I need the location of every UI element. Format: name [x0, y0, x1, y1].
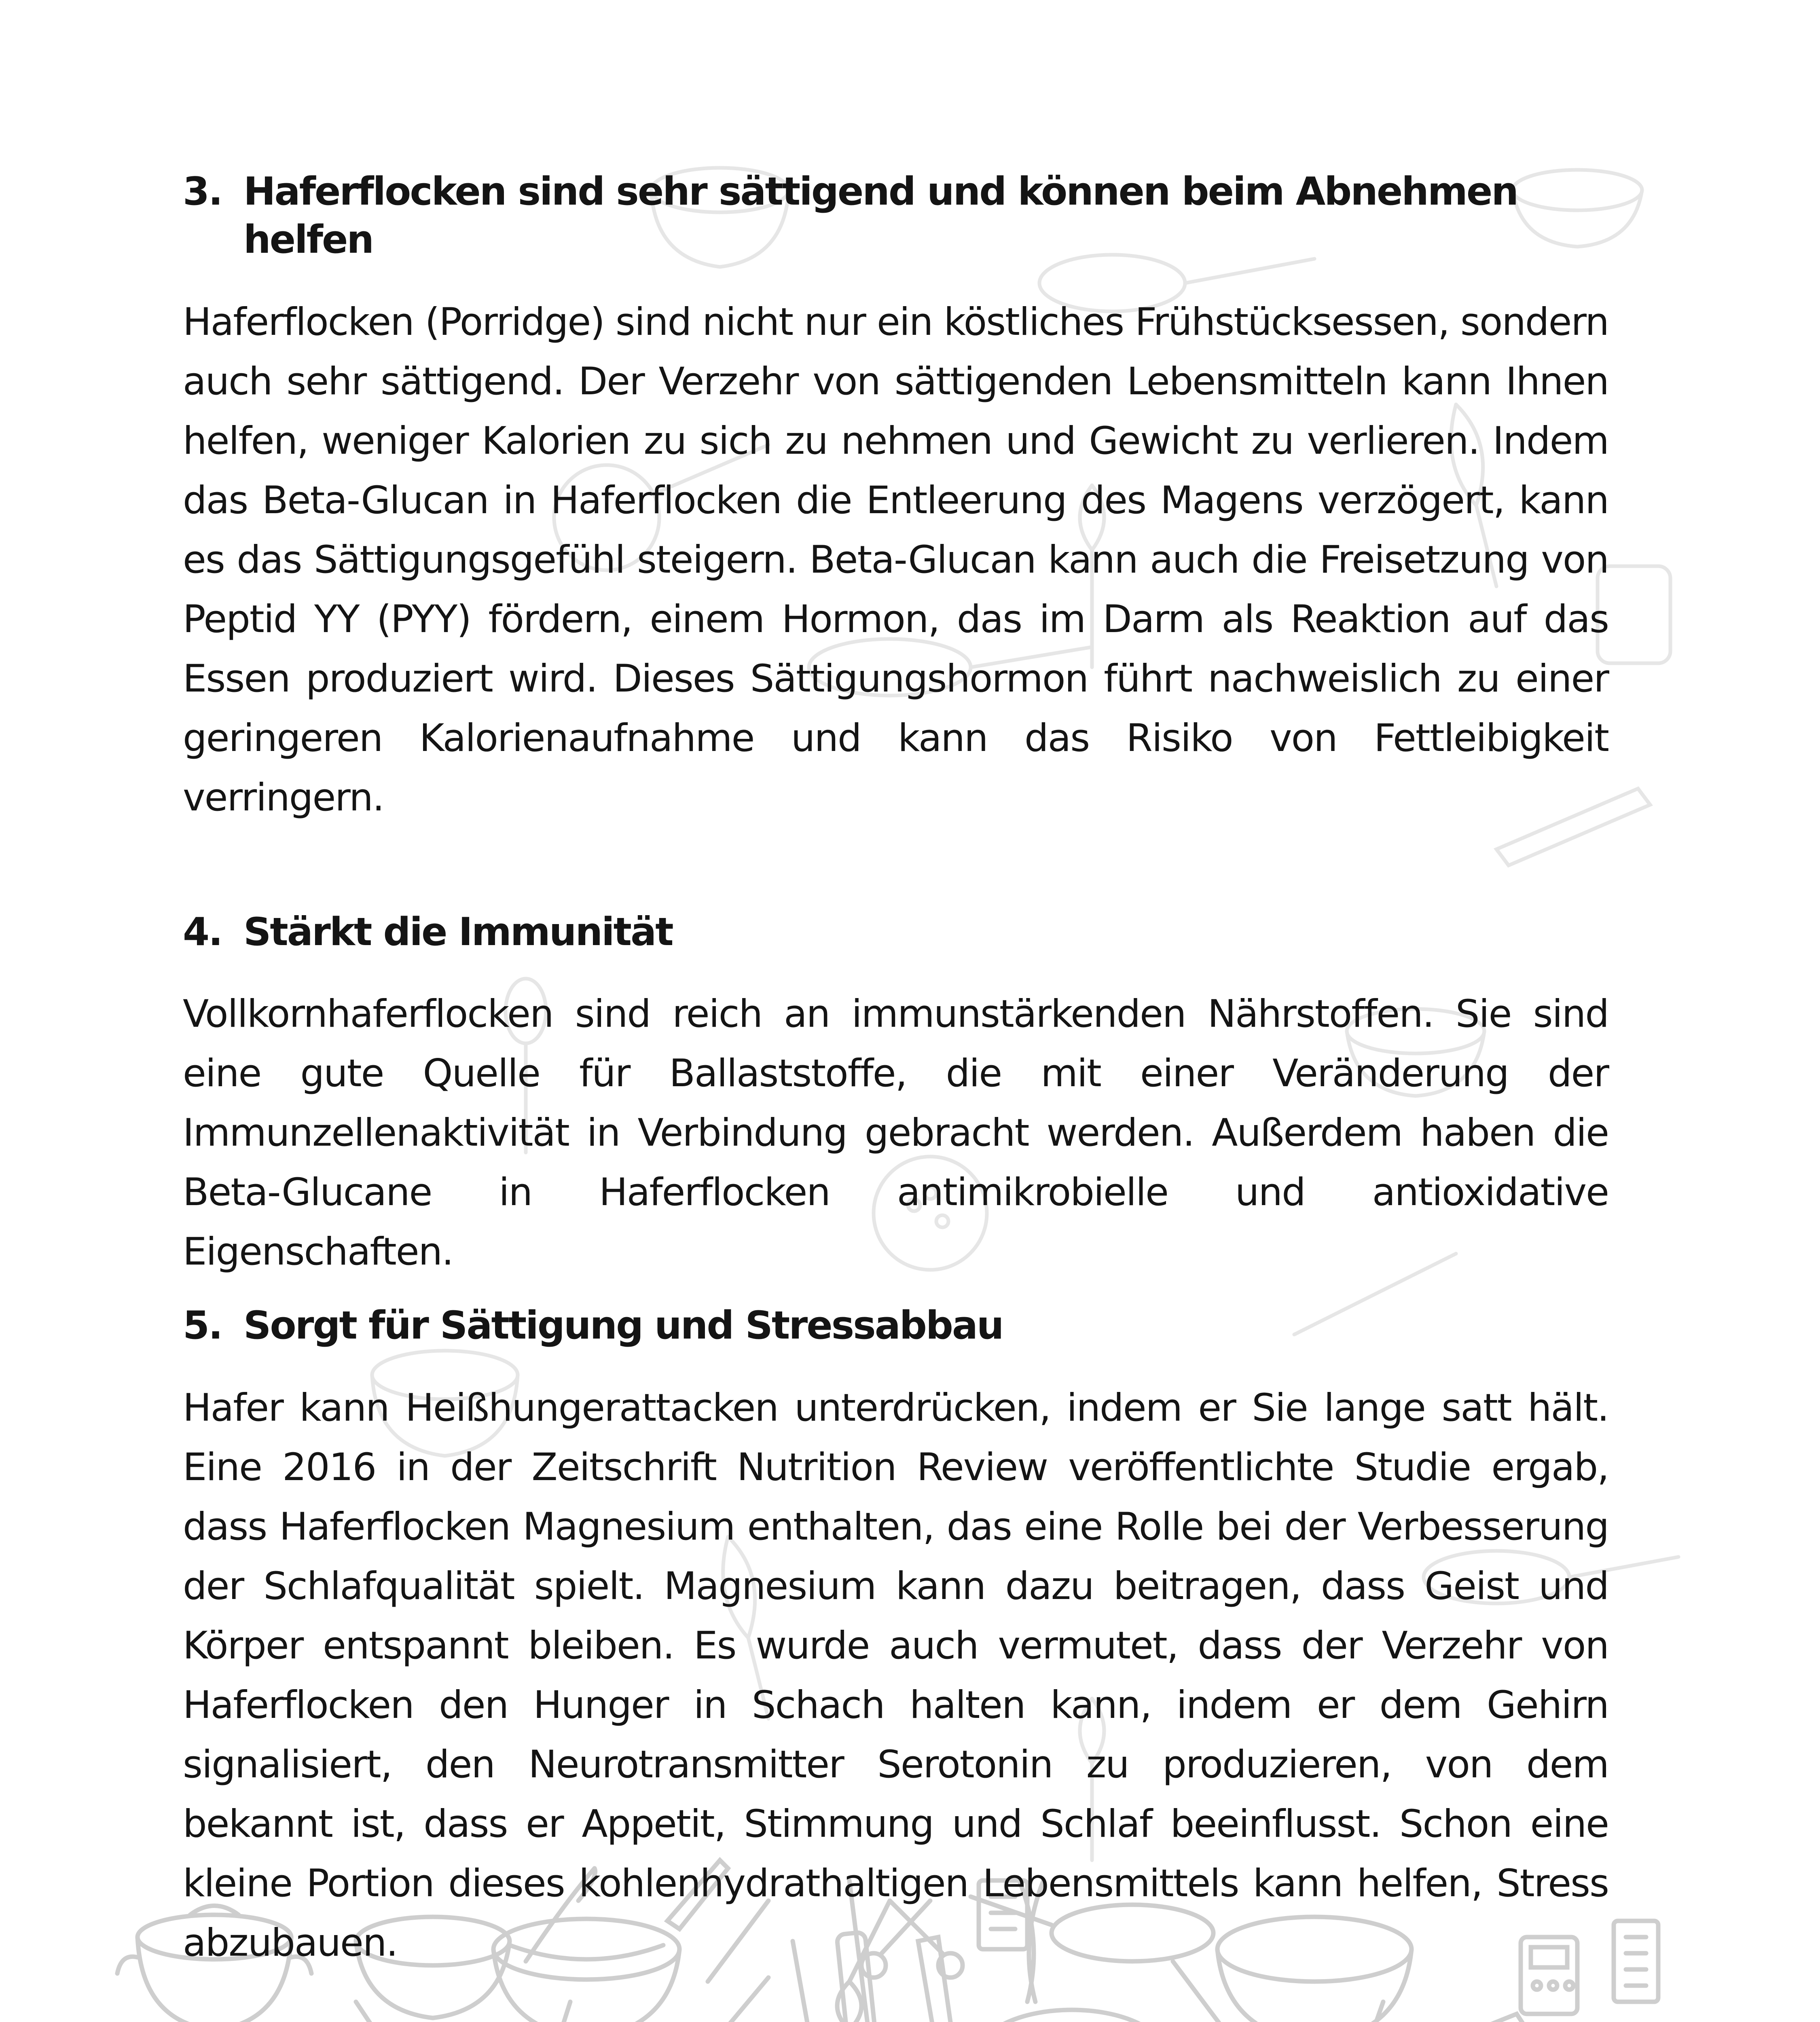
- ladle-icon: [1341, 2002, 1383, 2022]
- jar-icon: [1598, 566, 1670, 663]
- section-paragraph-5: Hafer kann Heißhungerattacken unterdrücken, indem er Sie lange satt hält. Eine 2016 in der Zeitschrift Nutrition Review veröffentlichte Studie ergab, dass Haferflocken Magnesium enthalten, das eine Rolle bei der Verbesserung der Schlafqualität spielt. Magnesium kann dazu beitragen, dass Geist und Körper entspannt bleiben. Es wurde auch vermutet, dass der Verzehr von Haferflocken den Hunger in Schach halten kann, indem er dem Gehirn signalisiert, den Neurotransmitter Serotonin zu produzieren, von dem bekannt ist, dass er Appetit, Stimmung und Schlaf beeinflusst. Schon eine kleine Portion dieses kohlenhydrathaltigen Lebensmittels kann helfen, Stress abzubauen.: [183, 1386, 1608, 1965]
- section-paragraph-4: Vollkornhaferflocken sind reich an immunstärkenden Nährstoffen. Sie sind eine gute Quelle für Ballaststoffe, die mit einer Veränderung der Immunzellenaktivität in Verbindung gebracht werden. Außerdem haben die Beta-Glucane in Haferflocken antimikrobielle und antioxidative Eigenschaften.: [183, 992, 1608, 1274]
- spatula-icon: [356, 2002, 456, 2022]
- section-paragraph-3: Haferflocken (Porridge) sind nicht nur ein köstliches Frühstücksessen, sondern auch sehr sättigend. Der Verzehr von sättigenden Lebensmitteln kann Ihnen helfen, weniger Kalorien zu sich zu nehmen und Gewicht zu verlieren. Indem das Beta-Glucan in Haferflocken die Entleerung des Magens verzögert, kann es das Sättigungsgefühl steigern. Beta-Glucan kann auch die Freisetzung von Peptid YY (PYY) fördern, einem Hormon, das im Darm als Reaktion auf das Essen produziert wird. Dieses Sättigungshormon führt nachweislich zu einer geringeren Kalorienaufnahme und kann das Risiko von Fettleibigkeit verringern.: [183, 300, 1608, 820]
- section-heading-5: [183, 1302, 1608, 1350]
- section-number: 5.: [183, 1303, 222, 1348]
- section-title: Stärkt die Immunität: [243, 909, 673, 954]
- section-title: Haferflocken sind sehr sättigend und können beim Abnehmen helfen: [243, 169, 1517, 262]
- cutting-board-icon: [1416, 2014, 1569, 2022]
- document-content: [183, 168, 1608, 1973]
- ladle-icon: [532, 2002, 570, 2022]
- section-heading-3: [183, 168, 1608, 264]
- spoon-icon: [694, 1978, 768, 2022]
- colander-icon: [979, 2010, 1165, 2022]
- section-heading-4: [183, 908, 1608, 956]
- section-number: 4.: [183, 909, 222, 954]
- section-number: 3.: [183, 169, 222, 214]
- section-title: Sorgt für Sättigung und Stressabbau: [243, 1303, 1003, 1348]
- grater-icon: [1614, 1921, 1658, 2002]
